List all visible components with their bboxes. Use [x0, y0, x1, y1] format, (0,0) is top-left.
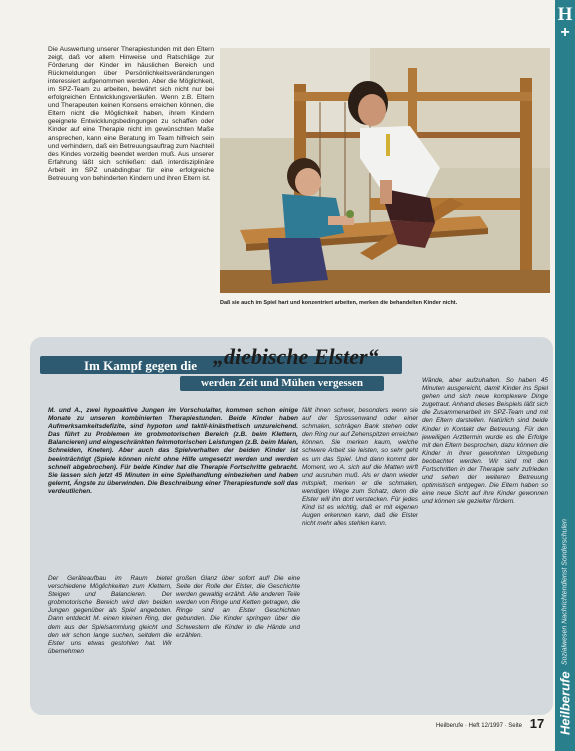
section-tab	[555, 0, 575, 751]
article-column-3	[302, 407, 418, 702]
section-subtitle: Sozialwesen Nachrichtendienst Sonderschulen	[561, 519, 569, 666]
headline-suffix: werden Zeit und Mühen vergessen	[201, 377, 363, 389]
headline-quote: „diebische Elster“	[213, 344, 379, 369]
page-number: 17	[529, 716, 545, 731]
photo-caption: Daß sie auch im Spiel hart und konzentriert arbeiten, merken die behandelten Kinder nicht.	[220, 300, 458, 306]
column-3-paragraph: fällt ihnen schwer, besonders wenn sie auf der Sprossenwand oder einer schmalen, schrägen Bank stehen oder den Ring nur auf Zehenspitzen erreichen können. Sie merken kaum, welche schwere Arbeit sie leisten, so sehr geht es um das Spiel. Und dann kommt der Moment, wo A. sich auf die Matten wirft und ausruhen muß. Als er dann wieder mitspielt, merken er die schmalen, wendigen Wege zum Schatz, denn die Elster will ihn dort verstecken. Für jedes Kind ist es wichtig, daß er mit eigenen Augen erkennen kann, daß die Elster nicht mehr alles stehlen kann.	[302, 407, 418, 528]
article-column-1	[48, 575, 172, 702]
headline-prefix: Im Kampf gegen die	[84, 358, 198, 373]
section-plus: +	[560, 24, 570, 41]
intro-paragraph: Die Auswertung unserer Therapiestunden mit den Eltern zeigt, daß vor allem Hinweise und Ratschläge zur Förderung der Kinder im häuslichen Bereich und Rückmeldungen über Persönlichkeitsveränderungen interessiert aufgenommen werden. Aber die Möglichkeit, im SPZ-Team zu arbeiten, bewährt sich nicht nur bei erfolgreichen Entwicklungsverläufen. Wenn z.B. Eltern und Therapeuten keinen Konsens erreichen können, die Eltern nicht die Möglichkeit haben, ihrem Kindern geeignete Entwicklungsbedingungen zu schaffen oder Kinder auf eine Therapie nicht im gewünschten Maße ansprechen, kann eine Beratung im Team hilfreich sein und verhindern, daß ein Betreuungsauftrag zum Nachteil des Kindes vorzeitig beendet werden muß. Aus unserer Erfahrung läßt sich schließen: daß interdisziplinäre Arbeit im SPZ unabdingbar für eine erfolgreiche Betreuung von behinderten Kindern und ihren Eltern ist.	[48, 46, 214, 182]
section-letter: H	[557, 4, 573, 25]
intro-column	[48, 46, 214, 322]
column-4-paragraph: Wände, aber aufzuhalten. So haben 45 Minuten ausgereicht, damit Kinder ins Spiel gehen und sich neue komplexere Dinge zugetraut. Anhand dieses Beispiels läßt sich die Zusammenarbeit im SPZ-Team und mit den Eltern darstellen. Natürlich sind beide Kinder in Kontakt der Betreuung. Für den jeweiligen Arzttermin wurde es die Erfolge mit den Eltern besprochen, dazu können die Kinder in ihrer gewohnten Umgebung beobachtet werden. Wir sind mit den Fortschritten in der Therapie sehr zufrieden und sehen der weiteren Betreuung optimistisch entgegen. Die Eltern haben so eine neue Sicht auf ihre Kinder gewonnen und können sie gezielter fördern.	[422, 377, 548, 506]
article-column-2	[176, 575, 300, 702]
section-title: Heilberufe	[557, 671, 573, 735]
therapy-photo-illustration	[220, 48, 550, 293]
article-column-4	[422, 377, 548, 702]
article-lead	[48, 407, 298, 569]
column-1-paragraph: Der Geräteaufbau im Raum bietet verschiedene Möglichkeiten zum Klettern, Steigen und Balancieren. Der grobmotorische Bereich wird den beiden Jungen gegenüber als Spiel angeboten. Dann entdeckt M. einen kleinen Ring, der dem aus der Spielsammlung gleicht und den wir schon lange suchen, seitdem die Elster uns etwas gestohlen hat. Wir übernehmen	[48, 575, 172, 655]
section-label	[557, 405, 573, 735]
footer-publication: Heilberufe · Heft 12/1997 · Seite	[435, 723, 522, 729]
column-2-paragraph: großen Glanz über sofort auf! Die eine Seite der Rolle der Elster, die Geschichte werden gewaltig erzählt. Alle anderen Teile werden von Ringe und Ketten getragen, die Ringe sind an Elster Geschichten gebunden. Die Kinder springen über die Schwestern die Kinder in die Hände und erzählen.	[176, 575, 300, 639]
therapy-photo	[220, 48, 550, 293]
lead-paragraph: M. und A., zwei hypoaktive Jungen im Vorschulalter, kommen schon einige Monate zu unseren kombinierten Therapiestunden. Beide Kinder haben Aufmerksamkeitsdefizite, sind hypoton und taktil-kinästhetisch unzureichend. Das führt zu Problemen im grobmotorischen Bereich (z.B. beim Klettern, Balancieren) und eingeschränkten feinmotorischen Leistungen (z.B. beim Malen, Schneiden, Kneten). Aber auch das Spielverhalten der beiden Kinder ist beeinträchtigt (Spiele können nicht ohne Hilfe umgesetzt werden und werden schnell abgebrochen). Für beide Kinder hat die Therapie Fortschritte gebracht. Sie lassen sich jetzt 45 Minuten in eine Spielhandlung einbeziehen und haben gelernt, Ängste zu überwinden. Die Beschreibung einer Therapiestunde soll das verdeutlichen.	[48, 407, 298, 495]
